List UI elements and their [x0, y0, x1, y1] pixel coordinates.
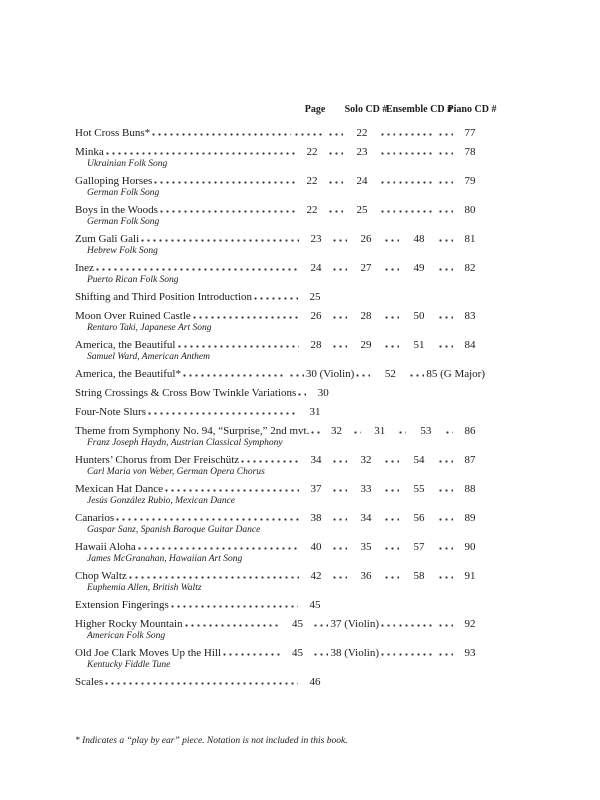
- toc-entry: [75, 424, 520, 448]
- ensemble-cd-number: 48: [413, 233, 425, 245]
- solo-cd-number: 30 (Violin): [305, 368, 355, 380]
- page-number: 24: [310, 262, 322, 274]
- toc-row: [75, 569, 485, 583]
- toc-entry: [75, 386, 520, 400]
- piano-cd-number: 83: [464, 310, 476, 322]
- toc-row: [75, 617, 485, 631]
- dot-leader: [385, 518, 399, 521]
- piece-subtitle: American Folk Song: [87, 631, 166, 641]
- page-number: 22: [306, 175, 318, 187]
- dot-leader: [399, 653, 435, 656]
- column-header-ensemble-cd: Ensemble CD #: [385, 104, 453, 115]
- dot-leader: [329, 133, 343, 136]
- toc-row: [75, 232, 485, 246]
- toc-entry: [75, 569, 520, 593]
- toc-row: [75, 145, 485, 159]
- piano-cd-number: 93: [464, 647, 476, 659]
- dot-leader: [410, 374, 424, 377]
- toc-row: [75, 598, 330, 612]
- page-number: 45: [309, 599, 321, 611]
- dot-leader: [439, 152, 453, 155]
- dot-leader: [381, 624, 395, 627]
- solo-cd-number: 38 (Violin): [330, 647, 379, 659]
- toc-row: [75, 338, 485, 352]
- dot-leader: [439, 653, 453, 656]
- piece-title: Hawaii Aloha: [75, 541, 136, 553]
- toc-row: [75, 290, 330, 304]
- dot-leader: [141, 239, 299, 242]
- piece-title: Hunters’ Chorus from Der Freischütz: [75, 454, 240, 466]
- dot-leader: [439, 489, 453, 492]
- dot-leader: [385, 268, 399, 271]
- dot-leader: [333, 345, 347, 348]
- toc-row: [75, 453, 485, 467]
- dot-leader: [333, 316, 347, 319]
- piano-cd-number: 89: [464, 512, 476, 524]
- solo-cd-number: 31: [374, 425, 386, 437]
- toc-list: [75, 126, 520, 689]
- page-number: 32: [331, 425, 343, 437]
- piece-title: Higher Rocky Mountain: [75, 618, 183, 630]
- dot-leader: [333, 576, 347, 579]
- dot-leader: [333, 239, 347, 242]
- dot-leader: [381, 152, 395, 155]
- toc-entry: [75, 540, 520, 564]
- piece-title: Inez: [75, 262, 94, 274]
- toc-row: [75, 174, 485, 188]
- piece-title: Shifting and Third Position Introduction: [75, 291, 253, 303]
- solo-cd-number: 35: [360, 541, 372, 553]
- dot-leader: [148, 412, 298, 415]
- piano-cd-number: 91: [464, 570, 476, 582]
- piece-title: Four-Note Slurs: [75, 406, 146, 418]
- piece-title: Chop Waltz: [75, 570, 127, 582]
- dot-leader: [399, 624, 435, 627]
- dot-leader: [381, 133, 395, 136]
- dot-leader: [446, 431, 453, 434]
- dot-leader: [385, 576, 399, 579]
- dot-leader: [439, 133, 453, 136]
- piece-subtitle: Gaspar Sanz, Spanish Baroque Guitar Dance: [87, 525, 261, 535]
- piano-cd-number: 86: [464, 425, 476, 437]
- ensemble-cd-number: 49: [413, 262, 425, 274]
- solo-cd-number: 28: [360, 310, 372, 322]
- solo-cd-number: 34: [360, 512, 372, 524]
- dot-leader: [160, 210, 295, 213]
- page-number: 42: [310, 570, 322, 582]
- piece-title: Scales: [75, 676, 104, 688]
- toc-entry: [75, 174, 520, 198]
- dot-leader: [138, 547, 299, 550]
- page-number: 22: [306, 146, 318, 158]
- piece-title: Minka: [75, 146, 104, 158]
- column-header-piano-cd: Piano CD #: [447, 104, 497, 115]
- solo-cd-number: 25: [356, 204, 368, 216]
- piano-cd-number: 81: [464, 233, 476, 245]
- dot-leader: [129, 576, 299, 579]
- dot-leader: [399, 152, 435, 155]
- piece-title: String Crossings & Cross Bow Twinkle Variations: [75, 387, 297, 399]
- piece-title: Hot Cross Buns*: [75, 127, 151, 139]
- dot-leader: [354, 431, 361, 434]
- piece-subtitle: Euphemia Allen, British Waltz: [87, 583, 202, 593]
- dot-leader: [333, 547, 347, 550]
- toc-row: [75, 646, 485, 660]
- page-number: 46: [309, 676, 321, 688]
- dot-leader: [171, 605, 298, 608]
- dot-leader: [439, 518, 453, 521]
- piece-title: Boys in the Woods: [75, 204, 158, 216]
- toc-entry: [75, 453, 520, 477]
- toc-entry: [75, 232, 520, 256]
- toc-row: [75, 386, 330, 400]
- column-header-row: [75, 104, 520, 116]
- dot-leader: [329, 181, 343, 184]
- toc-entry: [75, 290, 520, 304]
- dot-leader: [241, 460, 299, 463]
- dot-leader: [385, 547, 399, 550]
- toc-row: [75, 126, 485, 140]
- piece-subtitle: Franz Joseph Haydn, Austrian Classical Symphony: [87, 438, 283, 448]
- ensemble-cd-number: 54: [413, 454, 425, 466]
- toc-row: [75, 424, 485, 438]
- piano-cd-number: 78: [464, 146, 476, 158]
- dot-leader: [399, 133, 435, 136]
- dot-leader: [290, 374, 304, 377]
- dot-leader: [152, 133, 291, 136]
- solo-cd-number: 24: [356, 175, 368, 187]
- piece-subtitle: James McGranahan, Hawaiian Art Song: [87, 554, 243, 564]
- dot-leader: [399, 210, 435, 213]
- solo-cd-number: 37 (Violin): [330, 618, 379, 630]
- dot-leader: [256, 374, 286, 377]
- piece-title: Extension Fingerings: [75, 599, 169, 611]
- piano-cd-number: 79: [464, 175, 476, 187]
- ensemble-cd-number: 53: [420, 425, 432, 437]
- toc-row: [75, 511, 485, 525]
- piano-cd-number: 87: [464, 454, 476, 466]
- piece-title: Mexican Hat Dance: [75, 483, 163, 495]
- page-number: 38: [310, 512, 322, 524]
- dot-leader: [183, 374, 252, 377]
- dot-leader: [439, 576, 453, 579]
- piece-title: Old Joe Clark Moves Up the Hill: [75, 647, 222, 659]
- piece-subtitle: Puerto Rican Folk Song: [87, 275, 179, 285]
- solo-cd-number: 26: [360, 233, 372, 245]
- toc-entry: [75, 203, 520, 227]
- toc-entry: [75, 338, 520, 362]
- piece-title: America, the Beautiful*: [75, 368, 181, 380]
- dot-leader: [154, 181, 295, 184]
- dot-leader: [439, 624, 453, 627]
- solo-cd-number: 23: [356, 146, 368, 158]
- solo-cd-number: 33: [360, 483, 372, 495]
- page-number: 30: [317, 387, 329, 399]
- dot-leader: [329, 152, 343, 155]
- ensemble-cd-number: 55: [413, 483, 425, 495]
- dot-leader: [254, 297, 298, 300]
- toc-entry: [75, 511, 520, 535]
- dot-leader: [105, 682, 298, 685]
- dot-leader: [385, 489, 399, 492]
- toc-row: [75, 675, 330, 689]
- dot-leader: [298, 393, 306, 396]
- piece-subtitle: Carl Maria von Weber, German Opera Chorus: [87, 467, 265, 477]
- piece-subtitle: Jesús González Rubio, Mexican Dance: [87, 496, 236, 506]
- ensemble-cd-number: 50: [413, 310, 425, 322]
- piece-subtitle: Kentucky Fiddle Tune: [87, 660, 171, 670]
- piece-title: America, the Beautiful: [75, 339, 176, 351]
- piece-title: Theme from Symphony No. 94, “Surprise,” 2nd mvt.: [75, 425, 310, 437]
- page-number: 31: [309, 406, 321, 418]
- dot-leader: [329, 210, 343, 213]
- dot-leader: [295, 133, 325, 136]
- dot-leader: [439, 316, 453, 319]
- dot-leader: [178, 345, 300, 348]
- toc-row: [75, 405, 330, 419]
- page-number: 22: [306, 204, 318, 216]
- dot-leader: [385, 239, 399, 242]
- dot-leader: [439, 345, 453, 348]
- ensemble-cd-number: 57: [413, 541, 425, 553]
- toc-row: [75, 540, 485, 554]
- toc-entry: [75, 126, 520, 140]
- dot-leader: [333, 518, 347, 521]
- dot-leader: [193, 316, 299, 319]
- toc-entry: [75, 646, 520, 670]
- toc-entry: [75, 367, 520, 381]
- toc-entry: [75, 617, 520, 641]
- dot-leader: [165, 489, 299, 492]
- toc-row: [75, 367, 485, 381]
- piano-cd-number: 92: [464, 618, 476, 630]
- dot-leader: [185, 624, 281, 627]
- dot-leader: [439, 239, 453, 242]
- piece-subtitle: German Folk Song: [87, 188, 160, 198]
- page-number: 26: [310, 310, 322, 322]
- page-number: 37: [310, 483, 322, 495]
- page-number: 28: [310, 339, 322, 351]
- page-number: 34: [310, 454, 322, 466]
- dot-leader: [333, 460, 347, 463]
- toc-entry: [75, 675, 520, 689]
- dot-leader: [116, 518, 299, 521]
- ensemble-cd-number: 56: [413, 512, 425, 524]
- column-header-page: Page: [304, 104, 326, 115]
- page-number: 25: [309, 291, 321, 303]
- piano-cd-number: 80: [464, 204, 476, 216]
- ensemble-cd-number: 58: [413, 570, 425, 582]
- dot-leader: [385, 345, 399, 348]
- dot-leader: [439, 460, 453, 463]
- solo-cd-number: 27: [360, 262, 372, 274]
- page-number: 23: [310, 233, 322, 245]
- solo-cd-number: 32: [360, 454, 372, 466]
- dot-leader: [399, 431, 406, 434]
- dot-leader: [439, 268, 453, 271]
- page-number: 40: [310, 541, 322, 553]
- dot-leader: [96, 268, 299, 271]
- toc-entry: [75, 598, 520, 612]
- dot-leader: [314, 653, 328, 656]
- dot-leader: [356, 374, 370, 377]
- ensemble-cd-number: 52: [384, 368, 396, 380]
- piano-cd-number: 82: [464, 262, 476, 274]
- toc-entry: [75, 145, 520, 169]
- ensemble-cd-number: 51: [413, 339, 425, 351]
- piano-cd-number: 90: [464, 541, 476, 553]
- piece-title: Zum Gali Gali: [75, 233, 140, 245]
- column-header-solo-cd: Solo CD #: [344, 104, 388, 115]
- page-number: 45: [291, 618, 303, 630]
- piece-subtitle: Ukrainian Folk Song: [87, 159, 168, 169]
- toc-entry: [75, 309, 520, 333]
- toc-entry: [75, 482, 520, 506]
- toc-row: [75, 261, 485, 275]
- dot-leader: [381, 181, 395, 184]
- page-number: 45: [291, 647, 303, 659]
- piece-title: Galloping Horses: [75, 175, 153, 187]
- piano-cd-number: 77: [464, 127, 476, 139]
- dot-leader: [385, 460, 399, 463]
- dot-leader: [381, 653, 395, 656]
- piece-subtitle: Hebrew Folk Song: [87, 246, 158, 256]
- dot-leader: [333, 268, 347, 271]
- piece-subtitle: Rentaro Taki, Japanese Art Song: [87, 323, 212, 333]
- dot-leader: [223, 653, 280, 656]
- piano-cd-number: 88: [464, 483, 476, 495]
- piano-cd-number: 84: [464, 339, 476, 351]
- solo-cd-number: 22: [356, 127, 368, 139]
- dot-leader: [381, 210, 395, 213]
- dot-leader: [439, 181, 453, 184]
- toc-entry: [75, 405, 520, 419]
- toc-content: [75, 104, 520, 694]
- piece-title: Moon Over Ruined Castle: [75, 310, 191, 322]
- piece-subtitle: Samuel Ward, American Anthem: [87, 352, 210, 362]
- piece-subtitle: German Folk Song: [87, 217, 160, 227]
- toc-entry: [75, 261, 520, 285]
- dot-leader: [333, 489, 347, 492]
- dot-leader: [314, 624, 328, 627]
- toc-row: [75, 482, 485, 496]
- dot-leader: [385, 316, 399, 319]
- dot-leader: [106, 152, 295, 155]
- dot-leader: [439, 210, 453, 213]
- toc-row: [75, 309, 485, 323]
- piece-title: Canarios: [75, 512, 115, 524]
- piano-cd-number: 85 (G Major): [426, 368, 485, 380]
- toc-row: [75, 203, 485, 217]
- solo-cd-number: 29: [360, 339, 372, 351]
- dot-leader: [399, 181, 435, 184]
- dot-leader: [311, 431, 319, 434]
- footnote: * Indicates a “play by ear” piece. Notation is not included in this book.: [75, 736, 348, 746]
- dot-leader: [439, 547, 453, 550]
- solo-cd-number: 36: [360, 570, 372, 582]
